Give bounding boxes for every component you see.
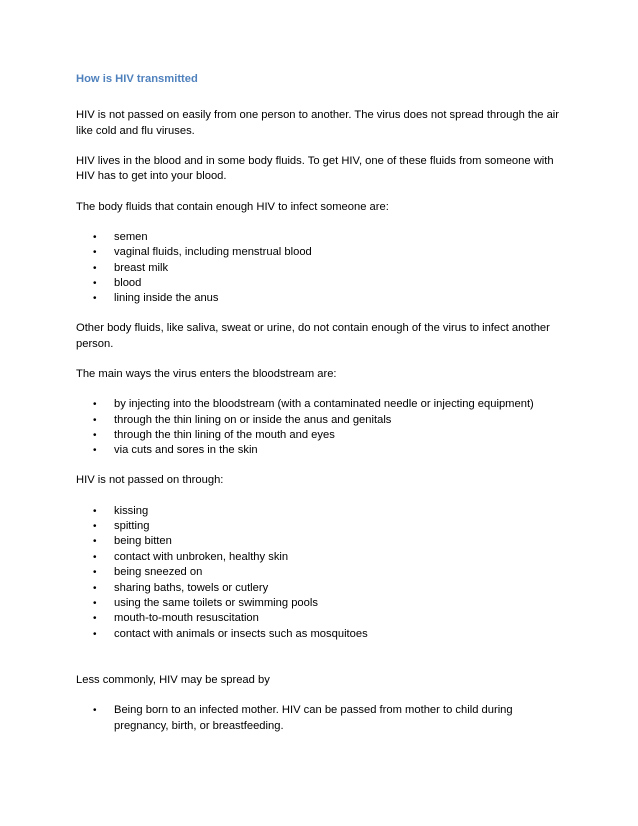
list-item [76,276,566,291]
list-item-text: mouth-to-mouth resuscitation [114,612,259,625]
list-item-text: Being born to an infected mother. HIV can be passed from mother to child during pregnancy, birth, or breastfeeding. [114,704,513,732]
ways-heading: The main ways the virus enters the bloodstream are: [76,367,337,380]
bullet-icon: • [93,445,97,457]
bullet-icon: • [93,597,97,609]
bullet-icon: • [93,551,97,563]
bullet-icon: • [93,520,97,532]
bullet-icon: • [93,613,97,625]
bullet-icon: • [93,582,97,594]
list-item [76,291,566,306]
less-common-heading: Less commonly, HIV may be spread by [76,674,270,687]
less-common-list [76,703,566,734]
list-item [76,703,566,734]
ways-list [76,397,566,459]
list-item-text: using the same toilets or swimming pools [114,596,318,609]
bullet-icon: • [93,705,97,717]
list-item-text: contact with unbroken, healthy skin [114,550,289,563]
not-passed-heading: HIV is not passed on through: [76,474,224,487]
list-item [76,504,566,519]
bullet-icon: • [93,628,97,640]
bullet-icon: • [93,536,97,548]
fluids-heading: The body fluids that contain enough HIV to infect someone are: [76,200,389,213]
list-item-text: lining inside the anus [114,292,219,305]
list-item-text: vaginal fluids, including menstrual blood [114,246,312,259]
list-item-text: sharing baths, towels or cutlery [114,581,269,594]
list-item [76,519,566,534]
list-item-text: spitting [114,519,150,532]
bullet-icon: • [93,278,97,290]
intro-paragraph-1: HIV is not passed on easily from one person to another. The virus does not spread through the air like cold and flu viruses. [76,109,560,137]
fluids-list [76,230,566,307]
list-item-text: via cuts and sores in the skin [114,444,258,457]
list-item-text: semen [114,230,148,243]
not-passed-list [76,504,566,643]
list-item [76,397,566,412]
other-fluids-paragraph: Other body fluids, like saliva, sweat or urine, do not contain enough of the virus to infect another person. [76,322,550,350]
bullet-icon: • [93,231,97,243]
intro-paragraph-2: HIV lives in the blood and in some body fluids. To get HIV, one of these fluids from someone with HIV has to get into your blood. [76,155,554,183]
bullet-icon: • [93,567,97,579]
list-item [76,596,566,611]
list-item [76,261,566,276]
list-item-text: through the thin lining on or inside the anus and genitals [114,413,392,426]
list-item [76,413,566,428]
bullet-icon: • [93,429,97,441]
list-item [76,534,566,549]
list-item-text: being bitten [114,535,172,548]
list-item-text: breast milk [114,261,169,274]
list-item [76,627,566,642]
list-item-text: kissing [114,504,149,517]
list-item [76,581,566,596]
list-item [76,443,566,458]
list-item-text: by injecting into the bloodstream (with a contaminated needle or injecting equipment) [114,398,534,411]
list-item [76,428,566,443]
list-item [76,550,566,565]
list-item-text: contact with animals or insects such as mosquitoes [114,627,368,640]
list-item [76,611,566,626]
list-item-text: being sneezed on [114,566,203,579]
bullet-icon: • [93,293,97,305]
list-item-text: through the thin lining of the mouth and eyes [114,428,335,441]
list-item [76,565,566,580]
bullet-icon: • [93,399,97,411]
bullet-icon: • [93,505,97,517]
bullet-icon: • [93,247,97,259]
list-item [76,245,566,260]
list-item [76,230,566,245]
document-title: How is HIV transmitted [76,73,198,85]
bullet-icon: • [93,414,97,426]
list-item-text: blood [114,277,142,290]
bullet-icon: • [93,262,97,274]
